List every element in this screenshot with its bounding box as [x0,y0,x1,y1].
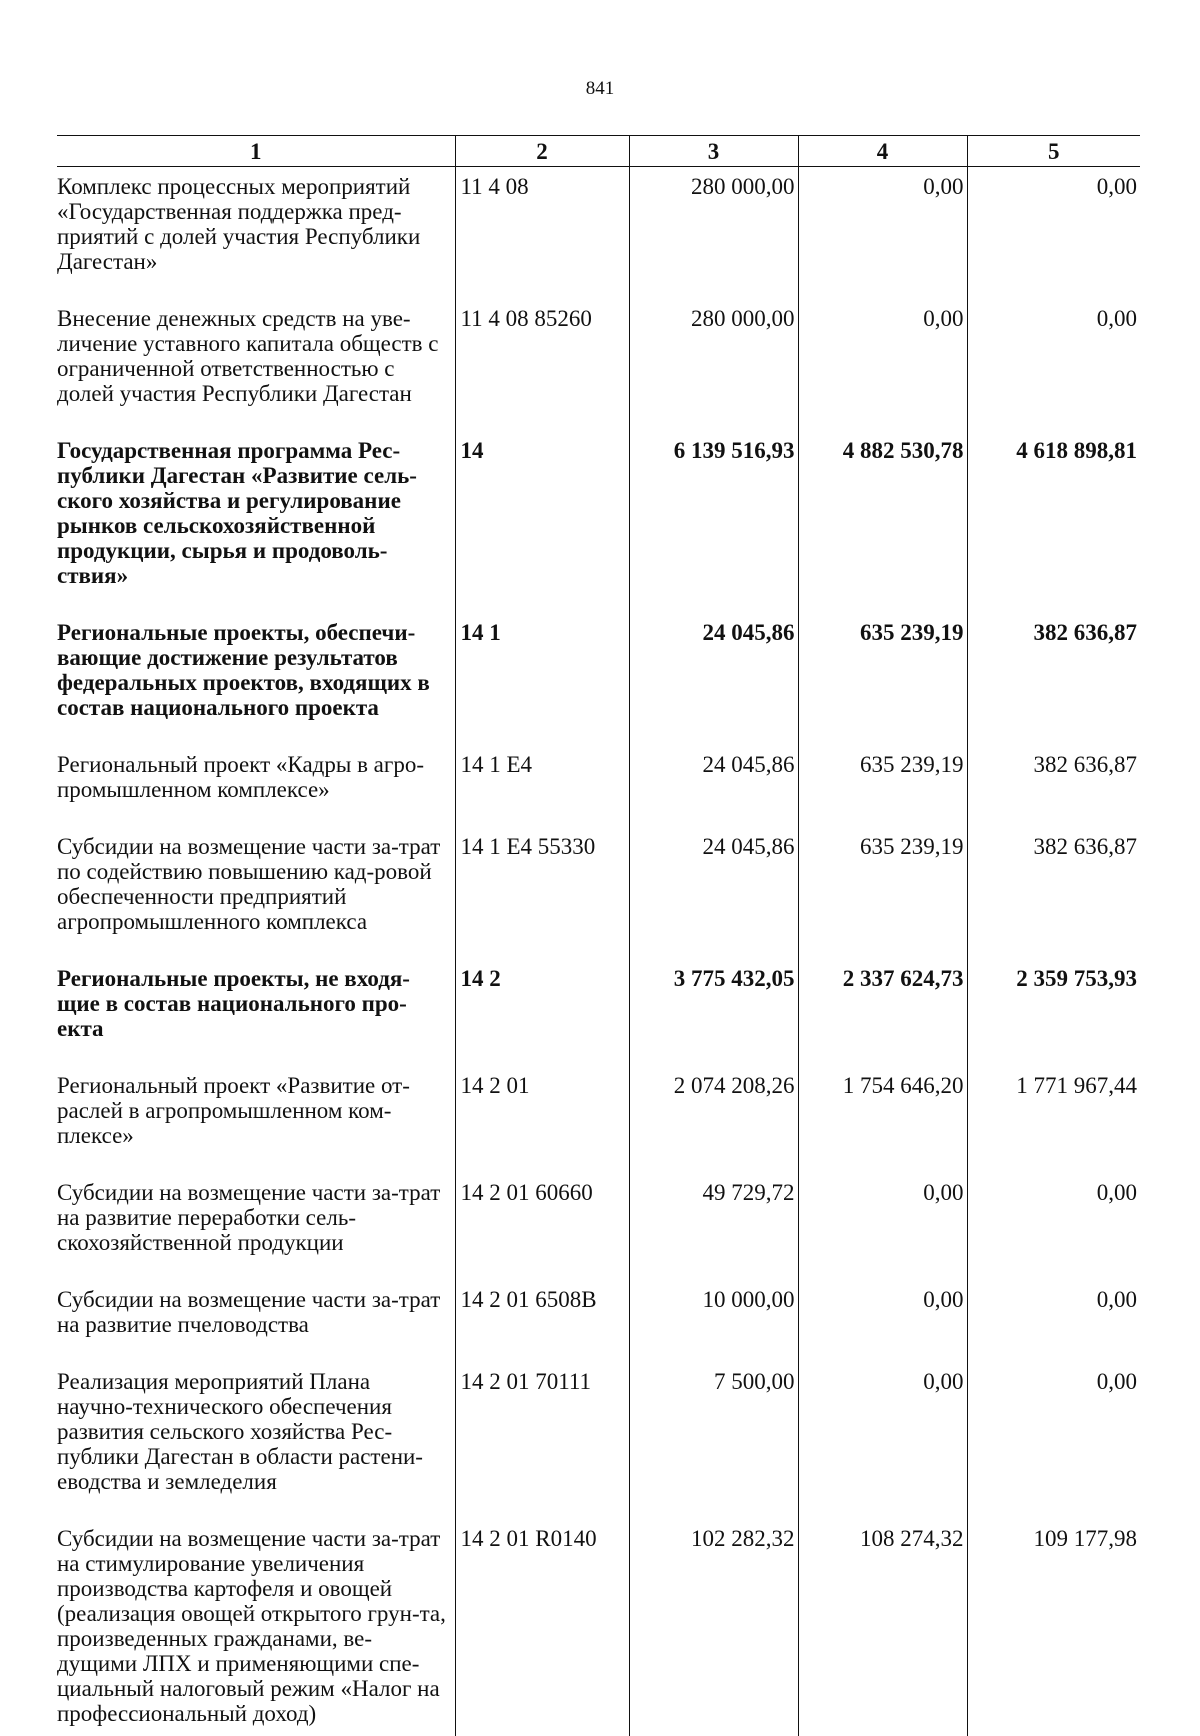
row-value-col5: 2 359 753,93 [967,957,1140,1064]
row-value-col5: 382 636,87 [967,743,1140,825]
row-value-col3: 24 045,86 [629,743,798,825]
table-row [57,297,1140,429]
row-value-col4: 2 337 624,73 [798,957,967,1064]
row-value-col4: 1 754 646,20 [798,1064,967,1171]
row-value-col5: 4 618 898,81 [967,429,1140,611]
row-value-col3: 3 775 432,05 [629,957,798,1064]
row-value-col5: 109 177,98 [967,1517,1140,1736]
row-name-cell: Комплекс процессных мероприятий «Государственная поддержка пред-приятий с долей участия Республики Дагестан» [57,167,455,298]
column-header-4: 4 [798,136,967,167]
row-code-cell: 14 2 01 [455,1064,629,1171]
row-value-col3: 2 074 208,26 [629,1064,798,1171]
row-value-col4: 0,00 [798,167,967,298]
row-name-cell: Региональные проекты, не входя-щие в состав национального про-екта [57,957,455,1064]
row-code-cell: 14 2 [455,957,629,1064]
row-code-cell: 11 4 08 [455,167,629,298]
table-row [57,611,1140,743]
table-row [57,1360,1140,1517]
row-name-cell: Субсидии на возмещение части за-трат на развитие переработки сель-скохозяйственной продукции [57,1171,455,1278]
row-value-col3: 24 045,86 [629,825,798,957]
row-name-cell: Субсидии на возмещение части за-трат по содействию повышению кад-ровой обеспеченности предприятий агропромышленного комплекса [57,825,455,957]
row-value-col3: 10 000,00 [629,1278,798,1360]
table-row [57,1278,1140,1360]
row-value-col5: 0,00 [967,297,1140,429]
row-code-cell: 14 2 01 60660 [455,1171,629,1278]
row-value-col5: 382 636,87 [967,611,1140,743]
row-code-cell: 14 1 [455,611,629,743]
row-name-cell: Субсидии на возмещение части за-трат на развитие пчеловодства [57,1278,455,1360]
table-row [57,429,1140,611]
row-code-cell: 14 [455,429,629,611]
row-value-col4: 0,00 [798,297,967,429]
table-row [57,1064,1140,1171]
header-row [57,136,1140,167]
row-name-cell: Внесение денежных средств на уве-личение уставного капитала обществ с ограниченной ответственностью с долей участия Республики Дагестан [57,297,455,429]
row-code-cell: 14 2 01 6508B [455,1278,629,1360]
row-value-col4: 635 239,19 [798,611,967,743]
row-code-cell: 14 2 01 R0140 [455,1517,629,1736]
row-value-col5: 1 771 967,44 [967,1064,1140,1171]
row-value-col5: 0,00 [967,1360,1140,1517]
row-value-col4: 635 239,19 [798,743,967,825]
table-row [57,825,1140,957]
row-code-cell: 11 4 08 85260 [455,297,629,429]
row-value-col5: 0,00 [967,1278,1140,1360]
row-value-col3: 6 139 516,93 [629,429,798,611]
row-value-col3: 280 000,00 [629,167,798,298]
row-value-col3: 24 045,86 [629,611,798,743]
row-value-col3: 102 282,32 [629,1517,798,1736]
row-name-cell: Региональные проекты, обеспечи-вающие достижение результатов федеральных проектов, входящих в состав национального проекта [57,611,455,743]
table-row [57,1171,1140,1278]
row-value-col5: 0,00 [967,167,1140,298]
row-value-col4: 4 882 530,78 [798,429,967,611]
row-code-cell: 14 1 E4 55330 [455,825,629,957]
row-value-col4: 0,00 [798,1360,967,1517]
row-name-cell: Государственная программа Рес-публики Дагестан «Развитие сель-ского хозяйства и регулирование рынков сельскохозяйственной продукции, сырья и продоволь-ствия» [57,429,455,611]
table-row [57,743,1140,825]
row-value-col5: 0,00 [967,1171,1140,1278]
row-name-cell: Реализация мероприятий Плана научно-технического обеспечения развития сельского хозяйства Рес-публики Дагестан в области растени-еводства и земледелия [57,1360,455,1517]
row-value-col3: 280 000,00 [629,297,798,429]
row-name-cell: Региональный проект «Кадры в агро-промышленном комплексе» [57,743,455,825]
table-row [57,1517,1140,1736]
row-name-cell: Субсидии на возмещение части за-трат на стимулирование увеличения производства картофеля и овощей (реализация овощей открытого грун-та, произведенных гражданами, ве-дущими ЛПХ и применяющими спе-циальный налоговый режим «Налог на профессиональный доход) [57,1517,455,1736]
row-value-col4: 635 239,19 [798,825,967,957]
table-body [57,167,1140,1736]
row-value-col3: 49 729,72 [629,1171,798,1278]
budget-table [57,135,1140,1736]
column-header-2: 2 [455,136,629,167]
table-row [57,167,1140,298]
column-header-5: 5 [967,136,1140,167]
row-value-col4: 0,00 [798,1171,967,1278]
page-number: 841 [0,78,1200,100]
row-code-cell: 14 2 01 70111 [455,1360,629,1517]
row-code-cell: 14 1 E4 [455,743,629,825]
row-value-col5: 382 636,87 [967,825,1140,957]
column-header-3: 3 [629,136,798,167]
column-header-1: 1 [57,136,455,167]
row-value-col4: 108 274,32 [798,1517,967,1736]
table-row [57,957,1140,1064]
row-value-col3: 7 500,00 [629,1360,798,1517]
row-value-col4: 0,00 [798,1278,967,1360]
row-name-cell: Региональный проект «Развитие от-раслей в агропромышленном ком-плексе» [57,1064,455,1171]
